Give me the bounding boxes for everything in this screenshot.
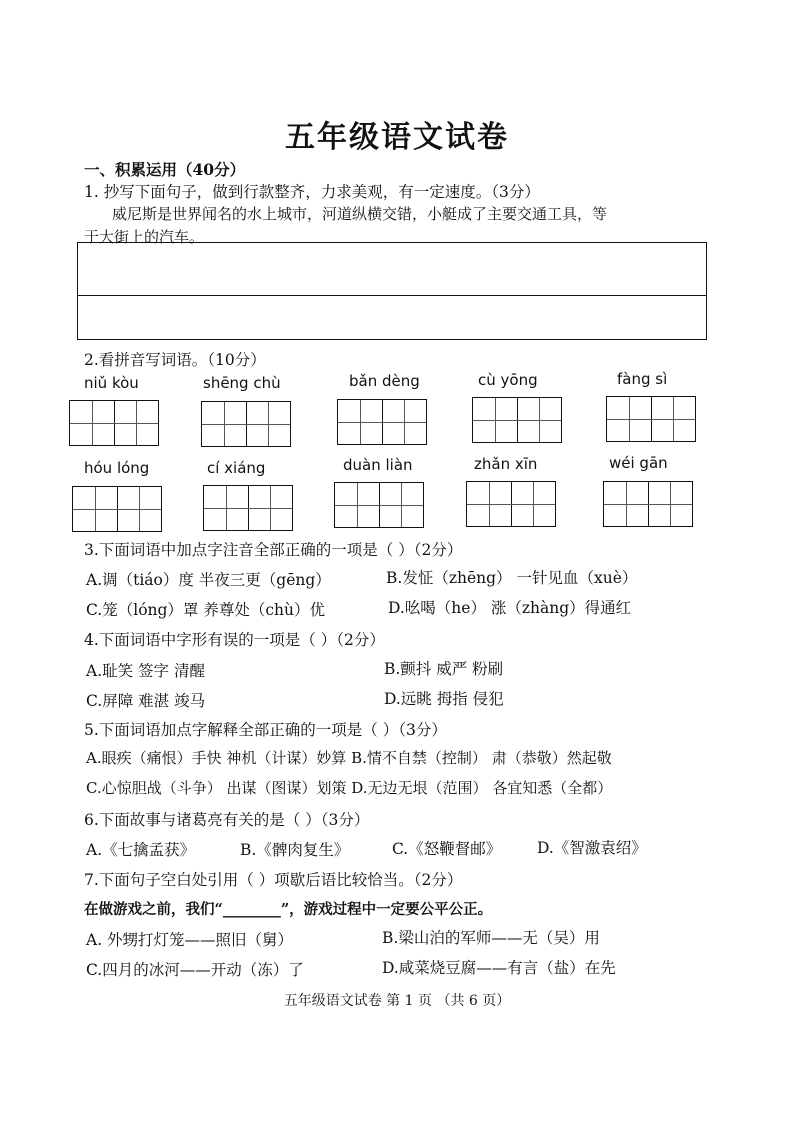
- writing-grid[interactable]: [603, 481, 693, 527]
- q7-option-c[interactable]: C.四月的冰河——开动（冻）了: [86, 961, 304, 979]
- pinyin-label: wéi gān: [609, 454, 668, 472]
- q5-prompt: 5.下面词语加点字解释全部正确的一项是（ ）（3分）: [84, 721, 447, 739]
- pinyin-label: duàn liàn: [343, 456, 413, 474]
- q3-option-d[interactable]: D.吆喝（he） 涨（zhàng）得通红: [388, 599, 632, 617]
- q3-option-a[interactable]: A.调（tiáo）度 半夜三更（gēng）: [86, 571, 331, 589]
- page-footer: 五年级语文试卷 第 1 页 （共 6 页）: [283, 993, 511, 1009]
- q1-text-line1: 威尼斯是世界闻名的水上城市，河道纵横交错，小艇成了主要交通工具，等: [112, 205, 608, 223]
- pinyin-label: bǎn dèng: [349, 372, 420, 390]
- q1-prompt: 1. 抄写下面句子，做到行款整齐，力求美观，有一定速度。（3分）: [84, 183, 540, 201]
- q4-option-a[interactable]: A.耻笑 签字 清醒: [86, 662, 205, 680]
- q7-option-b[interactable]: B.梁山泊的军师——无（吴）用: [382, 929, 600, 947]
- pinyin-label: fàng sì: [617, 370, 668, 388]
- q4-prompt: 4.下面词语中字形有误的一项是（ ）（2分）: [84, 631, 385, 649]
- writing-grid[interactable]: [472, 397, 562, 443]
- pinyin-label: niǔ kòu: [84, 374, 139, 392]
- q5-options-line2[interactable]: C.心惊胆战（斗争） 出谋（图谋）划策 D.无边无垠（范围） 各宜知悉（全都）: [86, 779, 613, 797]
- q7-option-a[interactable]: A. 外甥打灯笼——照旧（舅）: [86, 931, 294, 949]
- writing-grid[interactable]: [334, 482, 424, 528]
- q1-text-line2: 于大街上的汽车。: [84, 228, 205, 246]
- copy-answer-box[interactable]: [77, 242, 707, 340]
- pinyin-label: hóu lóng: [84, 459, 150, 477]
- q2-prompt: 2.看拼音写词语。（10分）: [84, 351, 266, 369]
- page-title: 五年级语文试卷: [285, 120, 509, 155]
- pinyin-label: zhǎn xīn: [474, 455, 538, 473]
- q3-option-b[interactable]: B.发怔（zhēng） 一针见血（xuè）: [386, 569, 638, 587]
- q3-prompt: 3.下面词语中加点字注音全部正确的一项是（ ）（2分）: [84, 541, 463, 559]
- section-heading: 一、积累运用（40分）: [84, 160, 246, 179]
- writing-grid[interactable]: [203, 485, 293, 531]
- q7-prompt: 7.下面句子空白处引用（ ）项歇后语比较恰当。（2分）: [84, 871, 463, 889]
- q7-option-d[interactable]: D.咸菜烧豆腐——有言（盐）在先: [382, 959, 616, 977]
- q3-option-c[interactable]: C.笼（lóng）罩 养尊处（chù）优: [86, 601, 326, 619]
- q4-option-c[interactable]: C.屏障 难湛 竣马: [86, 692, 206, 710]
- writing-grid[interactable]: [69, 400, 159, 446]
- q6-prompt: 6.下面故事与诸葛亮有关的是（ ）（3分）: [84, 811, 370, 829]
- q4-option-b[interactable]: B.颤抖 威严 粉刷: [384, 660, 504, 678]
- q6-option-c[interactable]: C.《怒鞭督邮》: [392, 840, 502, 858]
- q6-option-a[interactable]: A.《七擒孟获》: [86, 841, 196, 859]
- pinyin-label: shēng chù: [203, 374, 281, 392]
- writing-grid[interactable]: [201, 401, 291, 447]
- writing-grid[interactable]: [466, 481, 556, 527]
- q7-sentence: 在做游戏之前，我们“________”，游戏过程中一定要公平公正。: [84, 901, 493, 918]
- writing-grid[interactable]: [337, 399, 427, 445]
- q4-option-d[interactable]: D.远眺 拇指 侵犯: [384, 690, 504, 708]
- q6-option-d[interactable]: D.《智激袁绍》: [537, 839, 647, 857]
- writing-grid[interactable]: [606, 396, 696, 442]
- copy-box-divider: [78, 295, 706, 296]
- q5-options-line1[interactable]: A.眼疾（痛恨）手快 神机（计谋）妙算 B.情不自禁（控制） 肃（恭敬）然起敬: [86, 749, 612, 767]
- writing-grid[interactable]: [72, 486, 162, 532]
- pinyin-label: cù yōng: [478, 371, 538, 389]
- q6-option-b[interactable]: B.《髀肉复生》: [240, 841, 350, 859]
- pinyin-label: cí xiáng: [207, 459, 266, 477]
